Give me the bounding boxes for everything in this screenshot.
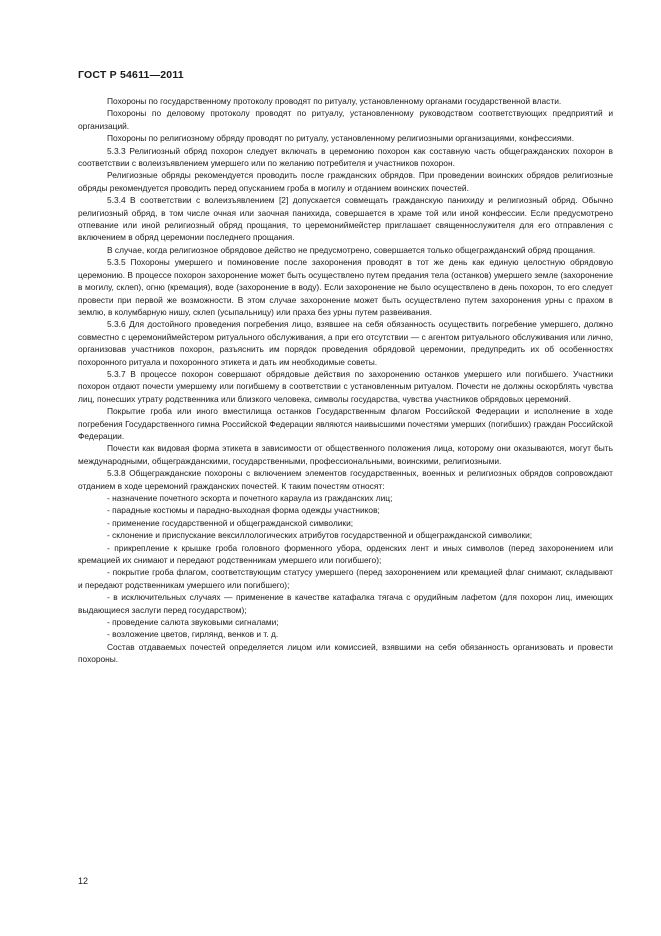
list-item: - прикрепление к крышке гроба головного форменного убора, орденских лент и иных символов (перед захоронением или кремацией их снимают и передают родственникам умершего или погибшего); — [78, 542, 613, 566]
list-item: - проведение салюта звуковыми сигналами; — [107, 617, 279, 628]
document-body — [78, 95, 613, 666]
list-item: - назначение почетного эскорта и почетного караула из гражданских лиц; — [107, 493, 393, 503]
paragraph: Похороны по государственному протоколу проводят по ритуалу, установленному органами государственной власти. — [107, 96, 562, 106]
document-header: ГОСТ Р 54611—2011 — [78, 69, 184, 81]
list-item: - в исключительных случаях — применение в качестве катафалка тягача с орудийным лафетом (для похорон лиц, имеющих выдающиеся заслуги перед государством); — [78, 592, 613, 615]
clause-5-3-3: 5.3.3 Религиозный обряд похорон следует включать в церемонию похорон как составную часть общегражданских похорон в соответствии с волеизъявлением умершего или по желанию потребителя и участников похорон. — [78, 145, 613, 169]
list-item: - возложение цветов, гирлянд, венков и т. д. — [107, 629, 279, 640]
clause-5-3-6: 5.3.6 Для достойного проведения погребения лицо, взявшее на себя обязанность осуществить погребение умершего, должно совместно с церемониймейстером ритуального обслуживания, а при его отсутствии — с агентом ритуального обслуживания или лично, организовав участников похорон, разъяснить им порядок проведения обрядовой церемонии, предупредить их об особенностях похоронного ритуала и похоронного этикета и дать им необходимые советы. — [78, 319, 613, 367]
paragraph: Похороны по деловому протоколу проводят по ритуалу, установленному руководством соответствующих предприятий и организаций. — [78, 108, 613, 131]
paragraph: Похороны по религиозному обряду проводят по ритуалу, установленному религиозными организациями, конфессиями. — [107, 133, 575, 144]
clause-5-3-5: 5.3.5 Похороны умершего и поминовение после захоронения проводят в тот же день как единую целостную обрядовую церемонию. В процессе похорон захоронение может быть осуществлено путем предания тела (останков) умершего земле (захоронение в могилу, склеп), огню (кремация), воде (захоронение в воду). Если захоронение не было осуществлено в день похорон, то его следует провести при первой же возможности. В этом случае захоронение может быть осуществлено путем захоронения урны с прахом в землю, в колумбарную нишу, склеп (усыпальницу) или праха без урны путем развеивания. — [78, 257, 613, 317]
paragraph: В случае, когда религиозное обрядовое действо не предусмотрено, совершается только общегражданский обряд прощания. — [107, 244, 596, 255]
clause-5-3-4: 5.3.4 В соответствии с волеизъявлением [2] допускается совмещать гражданскую панихиду и религиозный обряд. Обычно религиозный обряд, в том числе очная или заочная панихида, совершается в храме той или иной конфессии. Если предусмотрено отпевание или иной религиозный обряд прощания, то церемониймейстер приглашает священнослужителя для его отправления с включением в обряд церемонии последнего прощания. — [78, 195, 613, 243]
clause-5-3-7: 5.3.7 В процессе похорон совершают обрядовые действия по захоронению останков умершего или погибшего. Участники похорон отдают почести умершему или погибшему в соответствии с установленным ритуалом. Почести не должны оскорблять чувства лиц, понесших утрату родственника или близкого человека, символы государства, чувства участников обрядовых церемоний. — [78, 368, 613, 404]
paragraph: Покрытие гроба или иного вместилища останков Государственным флагом Российской Федерации и исполнение в ходе погребения Государственного гимна Российской Федерации являются наивысшими почестями умерших (погибших) граждан Российской Федерации. — [78, 406, 613, 441]
list-item: - покрытие гроба флагом, соответствующим статусу умершего (перед захоронением или кремацией флаг снимают, складывают и передают родственникам умершего или погибшего); — [78, 567, 613, 590]
page-number: 12 — [78, 876, 89, 886]
paragraph: Религиозные обряды рекомендуется проводить после гражданских обрядов. При проведении воинских обрядов религиозные обряды рекомендуется проводить перед опусканием гроба в могилу и отданием воинских почестей. — [78, 170, 613, 193]
paragraph: Почести как видовая форма этикета в зависимости от общественного положения лица, которому они оказываются, могут быть международными, общегражданскими, государственными, профессиональными, воинскими, религиозными. — [78, 443, 613, 466]
list-item: - склонение и приспускание вексиллологических атрибутов государственной и общегражданской символики; — [107, 530, 533, 541]
paragraph: Состав отдаваемых почестей определяется лицом или комиссией, взявшими на себя обязанность организовать и провести похороны. — [78, 641, 613, 665]
list-item: - парадные костюмы и парадно-выходная форма одежды участников; — [107, 505, 380, 516]
clause-5-3-8: 5.3.8 Общегражданские похороны с включением элементов государственных, военных и религиозных обрядов сопровождают отданием в ходе церемоний гражданских почестей. К таким почестям относят: — [78, 468, 613, 491]
list-item: - применение государственной и общегражданской символики; — [107, 517, 354, 528]
